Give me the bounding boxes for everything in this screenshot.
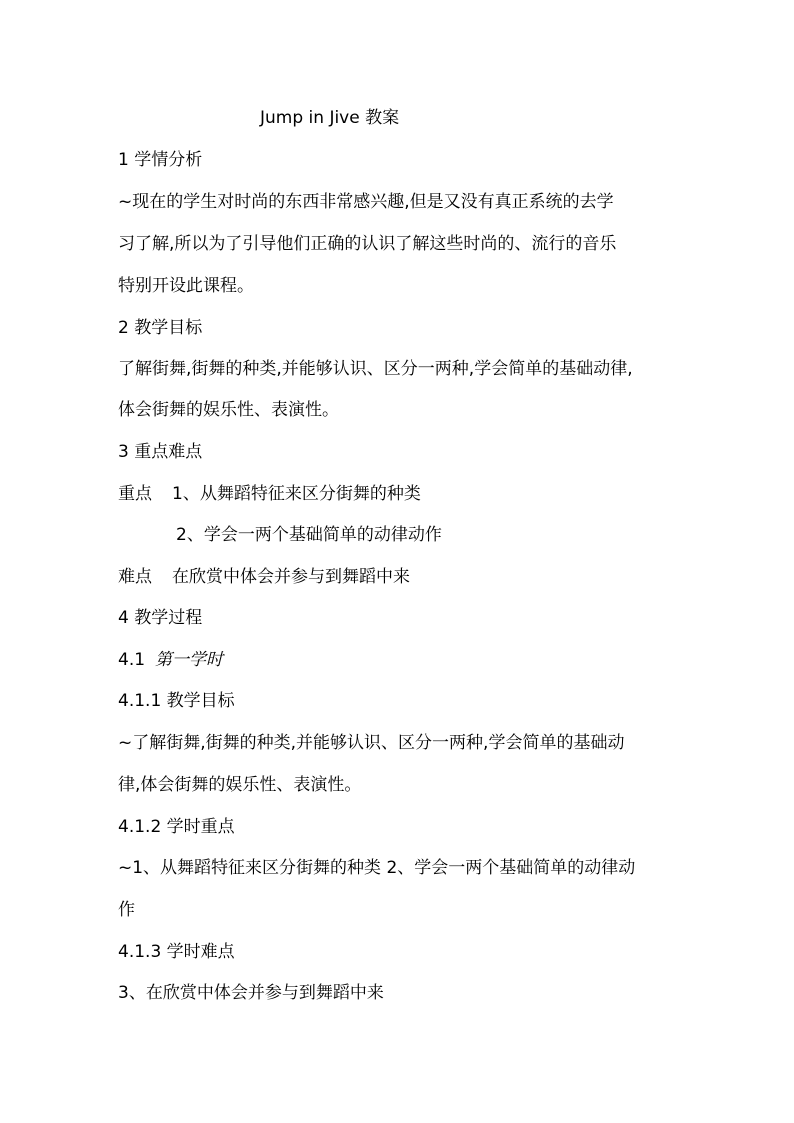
difficulty-label: 难点	[118, 567, 152, 587]
difficulty-row	[118, 565, 410, 589]
subsection-4-1-2-line-1: ~1、从舞蹈特征来区分街舞的种类 2、学会一两个基础简单的动律动	[118, 858, 636, 878]
key-point-item-2: 2、学会一两个基础简单的动律动作	[176, 525, 442, 545]
subsection-4-1-3-heading: 4.1.3 学时难点	[118, 942, 235, 962]
section-2-paragraph-line-1: 了解街舞,街舞的种类,并能够认识、区分一两种,学会简单的基础动律,	[118, 359, 633, 379]
subsection-4-1-1-line-2: 律,体会街舞的娱乐性、表演性。	[118, 775, 362, 795]
subsection-4-1-2-line-2: 作	[118, 900, 135, 920]
section-4-heading: 4 教学过程	[118, 608, 203, 628]
section-1-heading: 1 学情分析	[118, 150, 203, 170]
key-points-row	[118, 482, 421, 506]
section-1-paragraph-line-3: 特别开设此课程。	[118, 276, 254, 296]
subsection-4-1-3-line-1: 3、在欣赏中体会并参与到舞蹈中来	[118, 983, 384, 1003]
section-2-paragraph-line-2: 体会街舞的娱乐性、表演性。	[118, 400, 339, 420]
difficulty-text: 在欣赏中体会并参与到舞蹈中来	[172, 567, 410, 587]
subsection-4-1-title: 第一学时	[155, 650, 224, 670]
key-point-item-1: 1、从舞蹈特征来区分街舞的种类	[172, 484, 421, 504]
key-points-label: 重点	[118, 484, 152, 504]
document-title: Jump in Jive 教案	[260, 108, 400, 128]
section-1-paragraph-line-1: ~现在的学生对时尚的东西非常感兴趣,但是又没有真正系统的去学	[118, 192, 614, 212]
section-1-paragraph-line-2: 习了解,所以为了引导他们正确的认识了解这些时尚的、流行的音乐	[118, 234, 617, 254]
subsection-4-1-1-heading: 4.1.1 教学目标	[118, 691, 235, 711]
subsection-4-1-2-heading: 4.1.2 学时重点	[118, 817, 235, 837]
subsection-4-1-number: 4.1	[118, 650, 146, 670]
section-2-heading: 2 教学目标	[118, 318, 203, 338]
subsection-4-1-heading	[118, 648, 223, 672]
subsection-4-1-1-line-1: ~了解街舞,街舞的种类,并能够认识、区分一两种,学会简单的基础动	[118, 733, 625, 753]
section-3-heading: 3 重点难点	[118, 442, 203, 462]
